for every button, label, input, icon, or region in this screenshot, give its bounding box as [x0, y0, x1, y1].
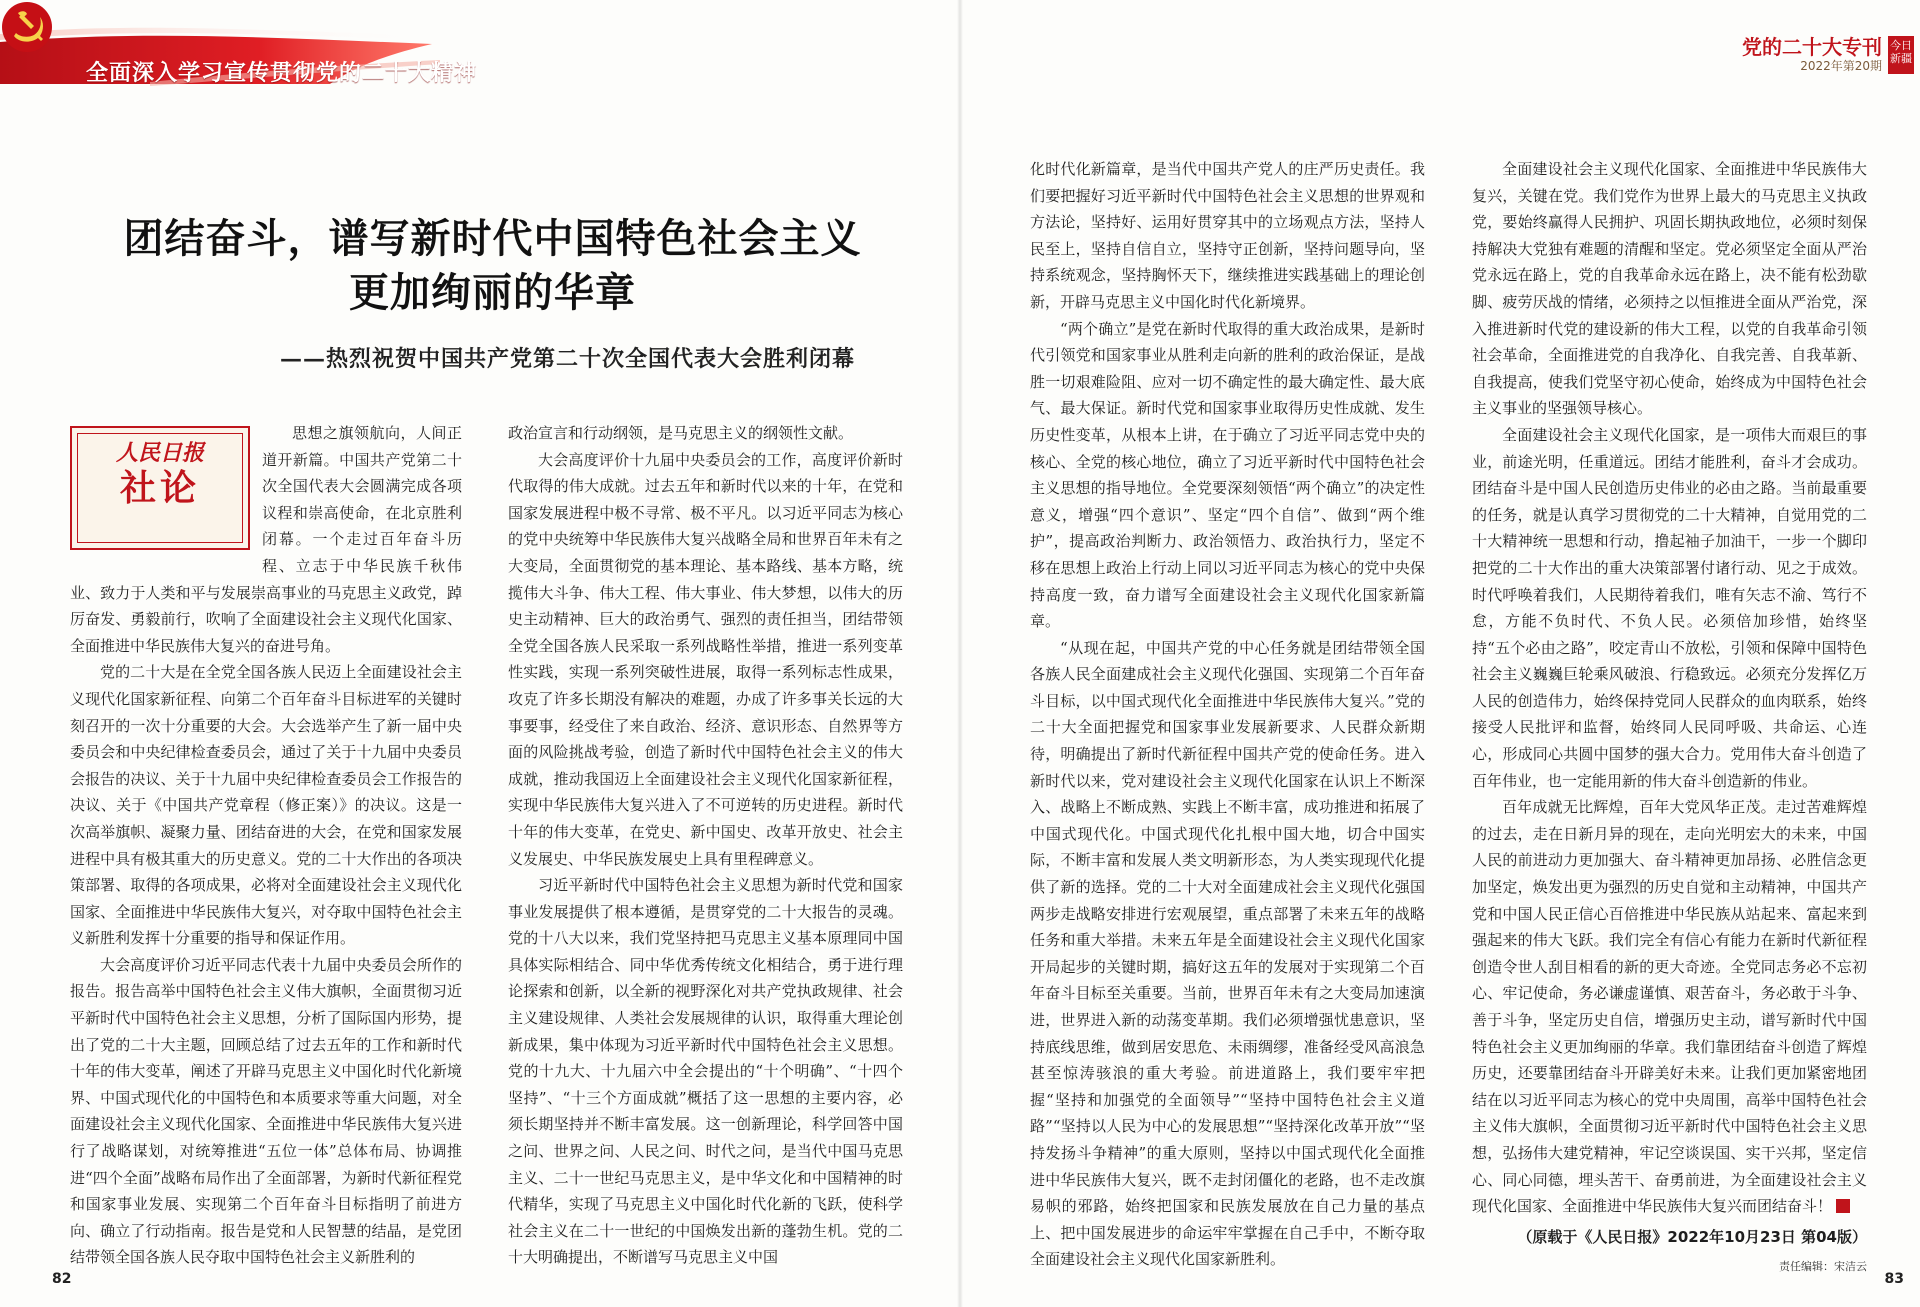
editorial-label: 社论 [119, 468, 200, 509]
paragraph-text: 百年成就无比辉煌，百年大党风华正茂。走过苦难辉煌的过去，走在日新月异的现在，走向光明宏大的未来，中国人民的前进动力更加强大、奋斗精神更加昂扬、必胜信念更加坚定，焕发出更为强烈的历史自觉和主动精神，中国共产党和中国人民正信心百倍推进中华民族从站起来、富起来到强起来的伟大飞跃。我们完全有信心有能力在新时代新征程创造令世人刮目相看的新的更大奇迹。全党同志务必不忘初心、牢记使命，务必谦虚谨慎、艰苦奋斗，务必敢于斗争、善于斗争，坚定历史自信，增强历史主动，谱写新时代中国特色社会主义更加绚丽的华章。我们靠团结奋斗创造了辉煌历史，还要靠团结奋斗开辟美好未来。让我们更加紧密地团结在以习近平同志为核心的党中央周围，高举中国特色社会主义伟大旗帜，全面贯彻习近平新时代中国特色社会主义思想，弘扬伟大建党精神，牢记空谈误国、实干兴邦，坚定信心、同心同德，埋头苦干、奋勇前进，为全面建设社会主义现代化国家、全面推进中华民族伟大复兴而团结奋斗！ [1472, 798, 1867, 1216]
paragraph: 党的二十大是在全党全国各族人民迈上全面建设社会主义现代化国家新征程、向第二个百年奋斗目标进军的关键时刻召开的一次十分重要的大会。大会选举产生了新一届中央委员会和中央纪律检查委员会，通过了关于十九届中央委员会报告的决议、关于十九届中央纪律检查委员会工作报告的决议、关于《中国共产党章程（修正案）》的决议。这是一次高举旗帜、凝聚力量、团结奋进的大会，在党和国家发展进程中具有极其重大的历史意义。党的二十大作出的各项决策部署、取得的各项成果，必将对全面建设社会主义现代化国家、全面推进中华民族伟大复兴，对夺取中国特色社会主义新胜利发挥十分重要的指导和保证作用。 [70, 663, 462, 948]
editorial-badge [70, 426, 250, 550]
article-title-line-2: 更加绚丽的华章 [349, 270, 636, 316]
paragraph: 全面建设社会主义现代化国家，是一项伟大而艰巨的事业，前途光明，任重道远。团结才能胜利，奋斗才会成功。团结奋斗是中国人民创造历史伟业的必由之路。当前最重要的任务，就是认真学习贯彻党的二十大精神，自觉用党的二十大精神统一思想和行动，撸起袖子加油干，一步一个脚印把党的二十大作出的重大决策部署付诸行动、见之于成效。时代呼唤着我们，人民期待着我们，唯有矢志不渝、笃行不怠，方能不负时代、不负人民。必须倍加珍惜，始终坚持“五个必由之路”，咬定青山不放松，引领和保障中国特色社会主义巍巍巨轮乘风破浪、行稳致远。必须充分发挥亿万人民的创造伟力，始终保持党同人民群众的血肉联系，始终接受人民批评和监督，始终同人民同呼吸、共命运、心连心，形成同心共圆中国梦的强大合力。党用伟大奋斗创造了百年伟业，也一定能用新的伟大奋斗创造新的伟业。 [1472, 425, 1867, 790]
paragraph: 大会高度评价习近平同志代表十九届中央委员会所作的报告。报告高举中国特色社会主义伟大旗帜，全面贯彻习近平新时代中国特色社会主义思想，分析了国际国内形势，提出了党的二十大主题，回顾总结了过去五年的工作和新时代十年的伟大变革，阐述了开辟马克思主义中国化时代化新境界、中国式现代化的中国特色和本质要求等重大问题，对全面建设社会主义现代化国家、全面推进中华民族伟大复兴进行了战略谋划，对统筹推进“五位一体”总体布局、协调推进“四个全面”战略布局作出了全面部署，为新时代新征程党和国家事业发展、实现第二个百年奋斗目标指明了前进方向、确立了行动指南。报告是党和人民智慧的结晶，是党团结带领全国各族人民夺取中国特色社会主义新胜利的 [70, 955, 462, 1267]
article-title-block [120, 212, 865, 373]
paragraph: 政治宣言和行动纲领，是马克思主义的纲领性文献。 [508, 424, 854, 442]
paragraph: “从现在起，中国共产党的中心任务就是团结带领全国各族人民全面建成社会主义现代化强国、实现第二个百年奋斗目标，以中国式现代化全面推进中华民族伟大复兴。”党的二十大全面把握党和国家事业发展新要求、人民群众新期待，明确提出了新时代新征程中国共产党的使命任务。进入新时代以来，党对建设社会主义现代化国家在认识上不断深入、战略上不断成熟、实践上不断丰富，成功推进和拓展了中国式现代化。中国式现代化扎根中国大地，切合中国实际，不断丰富和发展人类文明新形态，为人类实现现代化提供了新的选择。党的二十大对全面建成社会主义现代化强国两步走战略安排进行宏观展望，重点部署了未来五年的战略任务和重大举措。未来五年是全面建设社会主义现代化国家开局起步的关键时期，搞好这五年的发展对于实现第二个百年奋斗目标至关重要。当前，世界百年未有之大变局加速演进，世界进入新的动荡变革期。我们必须增强忧患意识，坚持底线思维，做到居安思危、未雨绸缪，准备经受风高浪急甚至惊涛骇浪的重大考验。前进道路上，我们要牢牢把握“坚持和加强党的全面领导”“坚持中国特色社会主义道路”“坚持以人民为中心的发展思想”“坚持深化改革开放”“坚持发扬斗争精神”的重大原则，坚持以中国式现代化全面推进中华民族伟大复兴，既不走封闭僵化的老路，也不走改旗易帜的邪路，始终把国家和民族发展放在自己力量的基点上、把中国发展进步的命运牢牢掌握在自己手中，不断夺取全面建设社会主义现代化国家新胜利。 [1030, 638, 1425, 1269]
paragraph: 思想之旗领航向，人间正道开新篇。中国共产党第二十次全国代表大会圆满完成各项议程和崇高使命，在北京胜利闭幕。一个走过百年奋斗历程、立志于中华民族千秋伟业、致力于人类和平与发展崇高事业的马克思主义政党，踔厉奋发、勇毅前行，吹响了全面建设社会主义现代化国家、全面推进中华民族伟大复兴的奋进号角。 [70, 424, 462, 655]
page-number-left: 82 [52, 1271, 72, 1287]
magazine-title: 党的二十大专刊 [1742, 35, 1882, 59]
party-emblem-icon [0, 0, 54, 54]
source-citation: （原载于《人民日报》2022年10月23日 第04版） [1517, 1227, 1867, 1246]
article-title-line-1: 团结奋斗，谱写新时代中国特色社会主义 [123, 216, 862, 262]
paragraph: “两个确立”是党在新时代取得的重大政治成果，是新时代引领党和国家事业从胜利走向新的胜利的政治保证，是战胜一切艰难险阻、应对一切不确定性的最大确定性、最大底气、最大保证。新时代党和国家事业取得历史性成就、发生历史性变革，从根本上讲，在于确立了习近平同志党中央的核心、全党的核心地位，确立了习近平新时代中国特色社会主义思想的指导地位。全党要深刻领悟“两个确立”的决定性意义，增强“四个意识”、坚定“四个自信”、做到“两个维护”，提高政治判断力、政治领悟力、政治执行力，坚定不移在思想上政治上行动上同以习近平同志为核心的党中央保持高度一致，奋力谱写全面建设社会主义现代化国家新篇章。 [1030, 319, 1425, 631]
editorial-badge-frame [77, 433, 243, 543]
top-banner [0, 0, 478, 86]
magazine-badge-line: 新疆 [1890, 52, 1912, 65]
paragraph [1472, 794, 1867, 1220]
end-mark-icon [1836, 1199, 1850, 1213]
paragraph: 化时代化新篇章，是当代中国共产党人的庄严历史责任。我们要把握好习近平新时代中国特色社会主义思想的世界观和方法论，坚持好、运用好贯穿其中的立场观点方法，坚持人民至上，坚持自信自立，坚持守正创新，坚持问题导向，坚持系统观念，坚持胸怀天下，继续推进实践基础上的理论创新，开辟马克思主义中国化时代化新境界。 [1030, 160, 1425, 311]
magazine-header [1742, 36, 1914, 78]
text-column-3 [1030, 156, 1425, 1273]
paragraph: 习近平新时代中国特色社会主义思想为新时代党和国家事业发展提供了根本遵循，是贯穿党的二十大报告的灵魂。党的十八大以来，我们党坚持把马克思主义基本原理同中国具体实际相结合、同中华优秀传统文化相结合，勇于进行理论探索和创新，以全新的视野深化对共产党执政规律、社会主义建设规律、人类社会发展规律的认识，取得重大理论创新成果，集中体现为习近平新时代中国特色社会主义思想。党的十九大、十九届六中全会提出的“十个明确”、“十四个坚持”、“十三个方面成就”概括了这一思想的主要内容，必须长期坚持并不断丰富发展。这一创新理论，科学回答中国之问、世界之问、人民之问、时代之问，是当代中国马克思主义、二十一世纪马克思主义，是中华文化和中国精神的时代精华，实现了马克思主义中国化时代化新的飞跃，使科学社会主义在二十一世纪的中国焕发出新的蓬勃生机。党的二十大明确提出，不断谱写马克思主义中国 [508, 876, 903, 1267]
magazine-issue: 2022年第20期 [1800, 59, 1882, 73]
magazine-logo-badge [1888, 36, 1914, 74]
paragraph: 大会高度评价十九届中央委员会的工作，高度评价新时代取得的伟大成就。过去五年和新时代以来的十年，在党和国家发展进程中极不寻常、极不平凡。以习近平同志为核心的党中央统筹中华民族伟大复兴战略全局和世界百年未有之大变局，全面贯彻党的基本理论、基本路线、基本方略，统揽伟大斗争、伟大工程、伟大事业、伟大梦想，以伟大的历史主动精神、巨大的政治勇气、强烈的责任担当，团结带领全党全国各族人民采取一系列战略性举措，推进一系列变革性实践，实现一系列突破性进展，取得一系列标志性成果，攻克了许多长期没有解决的难题，办成了许多事关长远的大事要事，经受住了来自政治、经济、意识形态、自然界等方面的风险挑战考验，创造了新时代中国特色社会主义的伟大成就，推动我国迈上全面建设社会主义现代化国家新征程，实现中华民族伟大复兴进入了不可逆转的历史进程。新时代十年的伟大变革，在党史、新中国史、改革开放史、社会主义发展史、中华民族发展史上具有里程碑意义。 [508, 450, 903, 868]
article-subtitle: ——热烈祝贺中国共产党第二十次全国代表大会胜利闭幕 [279, 346, 855, 372]
magazine-badge-line: 今日 [1890, 39, 1912, 52]
magazine-header-text [1742, 36, 1882, 74]
page-number-right: 83 [1884, 1271, 1904, 1287]
text-column-2 [508, 420, 903, 1271]
text-column-1 [70, 420, 462, 1271]
paragraph: 全面建设社会主义现代化国家、全面推进中华民族伟大复兴，关键在党。我们党作为世界上最大的马克思主义执政党，要始终赢得人民拥护、巩固长期执政地位，必须时刻保持解决大党独有难题的清醒和坚定。党必须坚定全面从严治党永远在路上，党的自我革命永远在路上，决不能有松劲歇脚、疲劳厌战的情绪，必须持之以恒推进全面从严治党，深入推进新时代党的建设新的伟大工程，以党的自我革命引领社会革命，全面推进党的自我净化、自我完善、自我革新、自我提高，使我们党坚守初心使命，始终成为中国特色社会主义事业的坚强领导核心。 [1472, 160, 1867, 418]
responsible-editor: 责任编辑：宋洁云 [1779, 1260, 1867, 1274]
text-column-4 [1472, 156, 1867, 1281]
banner-title: 全面深入学习宣传贯彻党的二十大精神 [86, 61, 478, 86]
right-page [960, 0, 1920, 1307]
editorial-paper-name: 人民日报 [115, 440, 204, 466]
